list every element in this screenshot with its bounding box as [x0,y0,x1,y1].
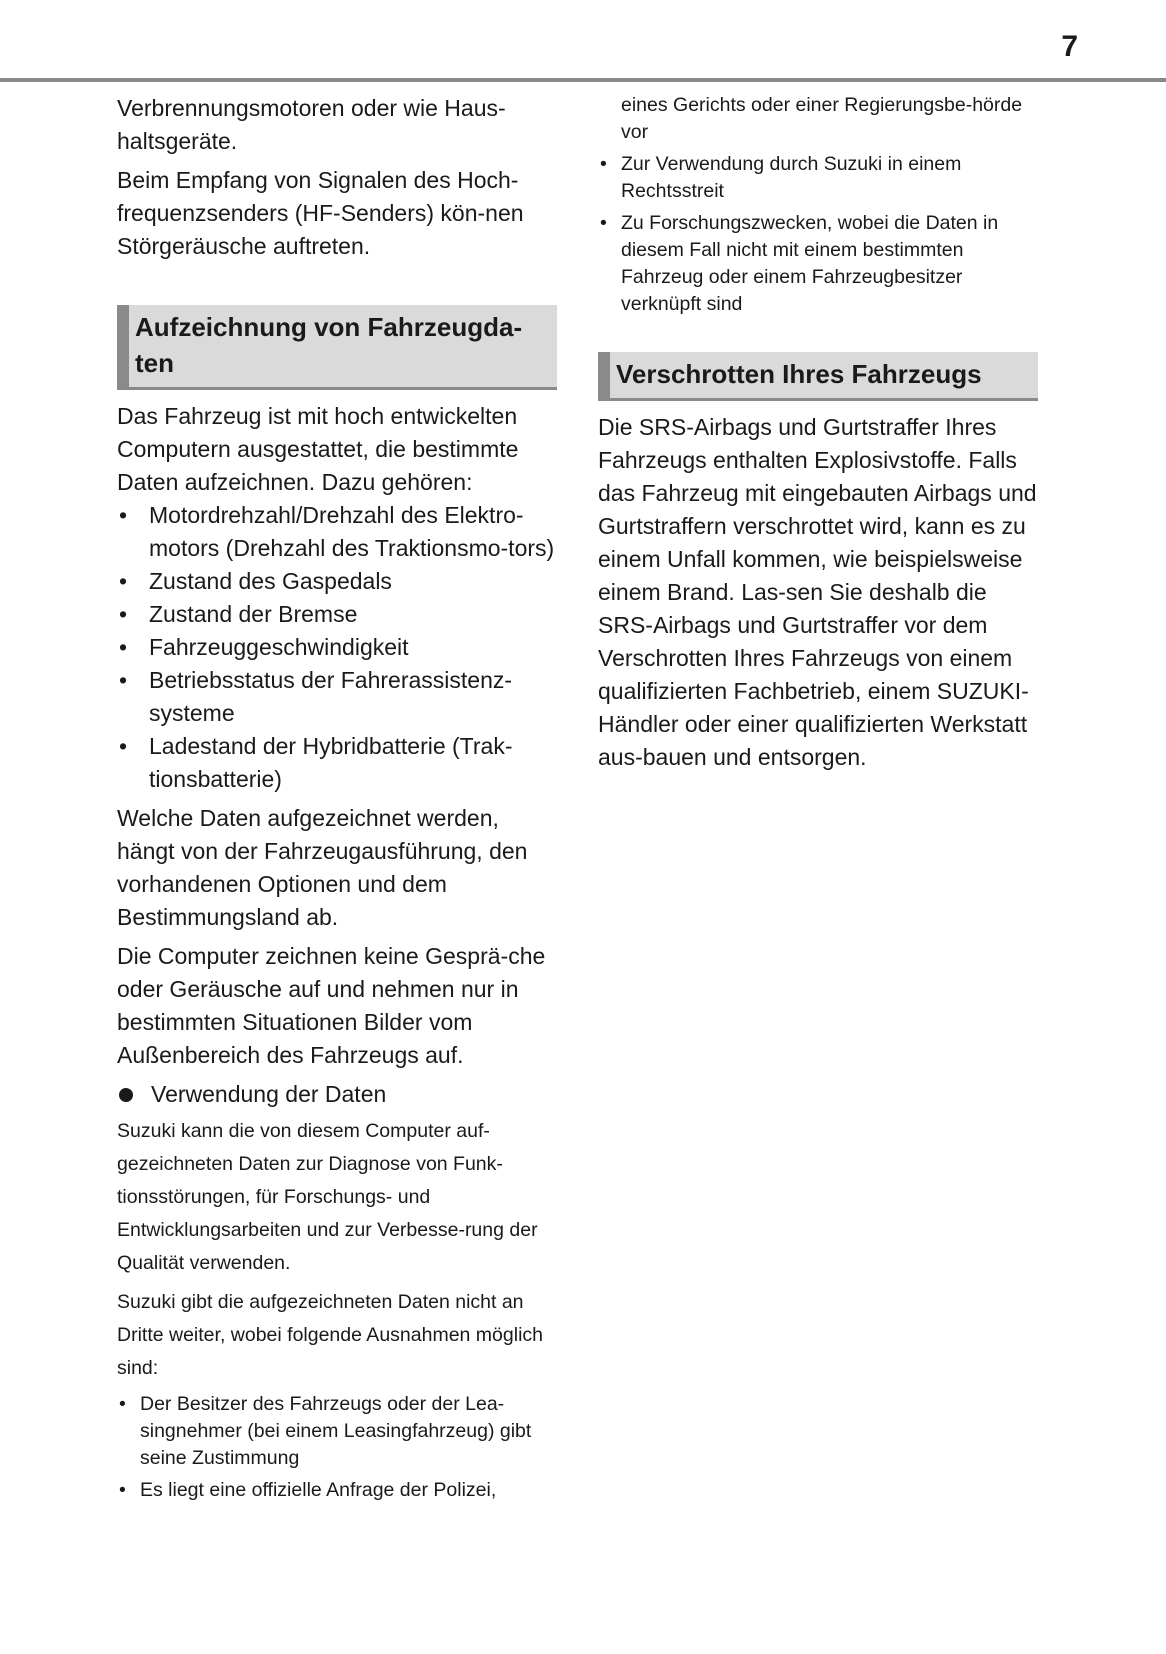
exceptions-list-continued [598,151,1038,318]
list-item: • Motordrehzahl/Drehzahl des Elektro-motors (Drehzahl des Traktionsmo-tors) [117,499,557,565]
list-item: • Ladestand der Hybridbatterie (Trak-tionsbatterie) [117,730,557,796]
data-dependency-paragraph: Welche Daten aufgezeichnet werden, hängt von der Fahrzeugausführung, den vorhandenen Optionen und dem Bestimmungsland ab. [117,805,528,930]
no-audio-paragraph: Die Computer zeichnen keine Gesprä-che oder Geräusche auf und nehmen nur in bestimmten Situationen Bilder vom Außenbereich des Fahrzeugs auf. [117,943,546,1068]
intro-paragraph-1: Verbrennungsmotoren oder wie Haus-haltsgeräte. [117,95,506,154]
left-column [117,92,557,1509]
section-heading-scrapping: Verschrotten Ihres Fahrzeugs [598,352,1038,401]
intro-paragraph-2: Beim Empfang von Signalen des Hoch-frequenzsenders (HF-Senders) kön-nen Störgeräusche auftreten. [117,167,524,259]
list-item: • Zustand des Gaspedals [117,565,557,598]
subheading-label: Verwendung der Daten [151,1081,387,1107]
list-item: • Es liegt eine offizielle Anfrage der Polizei, [117,1477,557,1504]
list-item: • Zur Verwendung durch Suzuki in einem Rechtsstreit [598,151,1038,205]
section-heading-data-recording: Aufzeichnung von Fahrzeugda-ten [117,305,557,390]
list-item: • Fahrzeuggeschwindigkeit [117,631,557,664]
third-party-paragraph: Suzuki gibt die aufgezeichneten Daten nicht an Dritte weiter, wobei folgende Ausnahmen möglich sind: [117,1291,543,1379]
scrapping-paragraph: Die SRS-Airbags und Gurtstraffer Ihres Fahrzeugs enthalten Explosivstoffe. Falls das Fahrzeug mit eingebauten Airbags und Gurtstraffern verschrottet wird, kann es zu einem Unfall kommen, wie beispielsweise einem Brand. Las-sen Sie deshalb die SRS-Airbags und Gurtstraffer vor dem Verschrotten Ihres Fahrzeugs von einem qualifizierten Fachbetrieb, einem SUZUKI-Händler oder einer qualifizierten Werkstatt aus-bauen und entsorgen. [598,414,1037,770]
data-recording-intro: Das Fahrzeug ist mit hoch entwickelten Computern ausgestattet, die bestimmte Daten aufzeichnen. Dazu gehören: [117,403,519,495]
header-rule [0,78,1166,82]
page-number: 7 [1061,30,1078,63]
recorded-data-list [117,499,557,796]
usage-paragraph: Suzuki kann die von diesem Computer auf-gezeichneten Daten zur Diagnose von Funk-tionsstörungen, für Forschungs- und Entwicklungsarbeiten und zur Verbesse-rung der Qualität verwenden. [117,1120,538,1274]
data-usage-subheading [117,1078,557,1111]
right-column [598,92,1038,780]
exceptions-list [117,1391,557,1504]
bullet-dot-icon [119,1088,133,1102]
list-item: • Der Besitzer des Fahrzeugs oder der Lea-singnehmer (bei einem Leasingfahrzeug) gibt seine Zustimmung [117,1391,557,1472]
exception-continuation: eines Gerichts oder einer Regierungsbe-hörde vor [621,94,1023,143]
list-item: • Betriebsstatus der Fahrerassistenz-systeme [117,664,557,730]
list-item: • Zu Forschungszwecken, wobei die Daten in diesem Fall nicht mit einem bestimmten Fahrzeug oder einem Fahrzeugbesitzer verknüpft sind [598,210,1038,318]
list-item: • Zustand der Bremse [117,598,557,631]
